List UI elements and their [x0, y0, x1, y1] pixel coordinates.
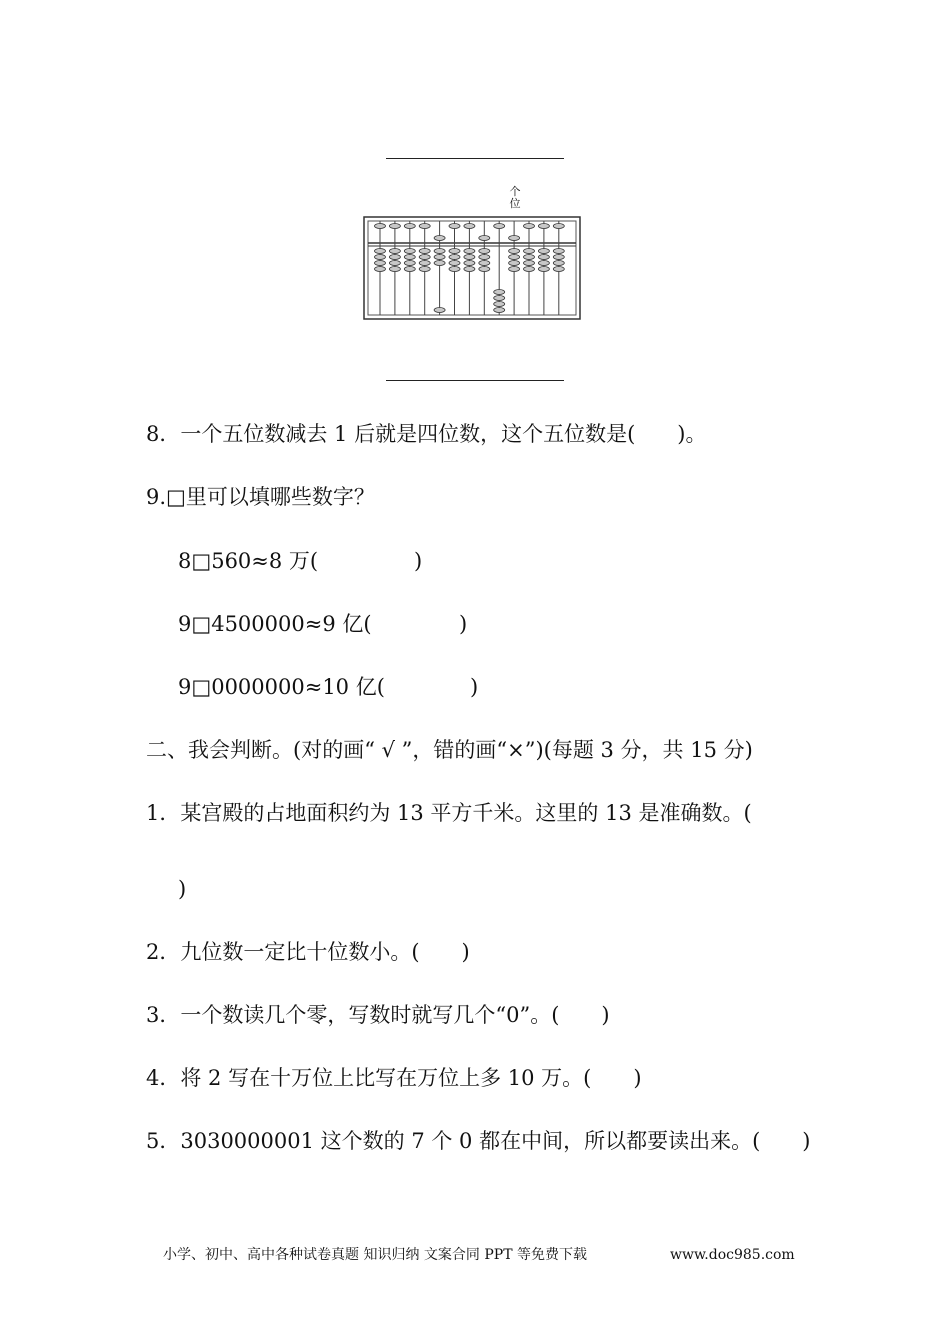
judge-item-3: 3．一个数读几个零，写数时就写几个“0”。( ): [146, 1003, 610, 1027]
abacus-lower-bead: [479, 249, 490, 254]
abacus-lower-bead: [479, 261, 490, 266]
abacus-lower-bead: [375, 255, 386, 260]
judge-item-1: 1．某宫殿的占地面积约为 13 平方千米。这里的 13 是准确数。(: [146, 801, 752, 825]
abacus-lower-bead: [375, 267, 386, 272]
question-9c-close: ): [470, 675, 479, 699]
abacus-lower-bead: [464, 249, 475, 254]
abacus-lower-bead: [404, 249, 415, 254]
place-label-line2: 位: [509, 197, 521, 210]
question-8: 8．一个五位数减去 1 后就是四位数，这个五位数是( )。: [146, 422, 707, 446]
abacus-upper-bead: [449, 224, 460, 229]
abacus-place-label: [507, 186, 523, 210]
footer-url: www.doc985.com: [670, 1247, 795, 1263]
abacus-lower-bead: [524, 261, 535, 266]
abacus-lower-bead: [449, 261, 460, 266]
abacus-lower-bead: [479, 255, 490, 260]
place-label-line1: 个: [509, 185, 521, 198]
abacus-lower-bead: [419, 249, 430, 254]
abacus-lower-bead: [509, 267, 520, 272]
abacus-lower-bead: [434, 261, 445, 266]
abacus-lower-bead: [494, 308, 505, 313]
abacus-lower-bead: [524, 255, 535, 260]
abacus-lower-bead: [375, 249, 386, 254]
abacus-upper-bead: [509, 236, 520, 241]
judge-item-5: 5．3030000001 这个数的 7 个 0 都在中间，所以都要读出来。( ): [146, 1129, 811, 1153]
abacus-lower-bead: [449, 249, 460, 254]
abacus-lower-bead: [509, 255, 520, 260]
abacus-lower-bead: [375, 261, 386, 266]
abacus-lower-bead: [524, 249, 535, 254]
abacus-lower-bead: [494, 290, 505, 295]
question-9b: 9□4500000≈9 亿(: [178, 612, 372, 636]
abacus-lower-bead: [479, 267, 490, 272]
abacus-lower-bead: [449, 267, 460, 272]
question-9-title: 9.□里可以填哪些数字？: [146, 485, 375, 509]
abacus-lower-bead: [389, 255, 400, 260]
abacus-lower-bead: [434, 255, 445, 260]
abacus-upper-bead: [375, 224, 386, 229]
abacus-lower-bead: [434, 249, 445, 254]
abacus-lower-bead: [494, 302, 505, 307]
abacus-figure: [363, 216, 581, 320]
footer-text: 小学、初中、高中各种试卷真题 知识归纳 文案合同 PPT 等免费下载: [163, 1247, 587, 1263]
judge-item-4: 4．将 2 写在十万位上比写在万位上多 10 万。( ): [146, 1066, 642, 1090]
abacus-upper-bead: [494, 224, 505, 229]
abacus-upper-bead: [524, 224, 535, 229]
abacus-upper-bead: [538, 224, 549, 229]
abacus-lower-bead: [389, 249, 400, 254]
abacus-lower-bead: [509, 261, 520, 266]
abacus-lower-bead: [464, 255, 475, 260]
abacus-lower-bead: [553, 249, 564, 254]
abacus-lower-bead: [538, 267, 549, 272]
abacus-upper-bead: [479, 236, 490, 241]
abacus-lower-bead: [389, 267, 400, 272]
abacus-lower-bead: [494, 296, 505, 301]
abacus-lower-bead: [404, 267, 415, 272]
abacus-lower-bead: [449, 255, 460, 260]
abacus-upper-bead: [419, 224, 430, 229]
answer-line-top: [386, 158, 564, 159]
abacus-lower-bead: [538, 261, 549, 266]
question-9a-close: ): [414, 549, 423, 573]
abacus-lower-bead: [553, 267, 564, 272]
section-2-heading: 二、我会判断。(对的画“ √ ”，错的画“×”)(每题 3 分，共 15 分): [146, 738, 753, 762]
question-9a: 8□560≈8 万(: [178, 549, 319, 573]
abacus-upper-bead: [553, 224, 564, 229]
abacus-lower-bead: [538, 255, 549, 260]
abacus-lower-bead: [419, 255, 430, 260]
abacus-lower-bead: [538, 249, 549, 254]
abacus-lower-bead: [509, 249, 520, 254]
abacus-lower-bead: [419, 267, 430, 272]
judge-item-2: 2．九位数一定比十位数小。( ): [146, 940, 470, 964]
question-9c: 9□0000000≈10 亿(: [178, 675, 385, 699]
abacus-lower-bead: [434, 308, 445, 313]
answer-line-bottom: [386, 380, 564, 381]
abacus-lower-bead: [464, 261, 475, 266]
abacus-upper-bead: [464, 224, 475, 229]
abacus-upper-bead: [434, 236, 445, 241]
abacus-lower-bead: [524, 267, 535, 272]
abacus-upper-bead: [389, 224, 400, 229]
abacus-lower-bead: [553, 255, 564, 260]
abacus-lower-bead: [464, 267, 475, 272]
judge-item-1-close: ): [178, 877, 187, 901]
abacus-lower-bead: [404, 261, 415, 266]
abacus-lower-bead: [404, 255, 415, 260]
abacus-lower-bead: [419, 261, 430, 266]
question-9b-close: ): [459, 612, 468, 636]
abacus-upper-bead: [404, 224, 415, 229]
abacus-lower-bead: [389, 261, 400, 266]
abacus-lower-bead: [553, 261, 564, 266]
